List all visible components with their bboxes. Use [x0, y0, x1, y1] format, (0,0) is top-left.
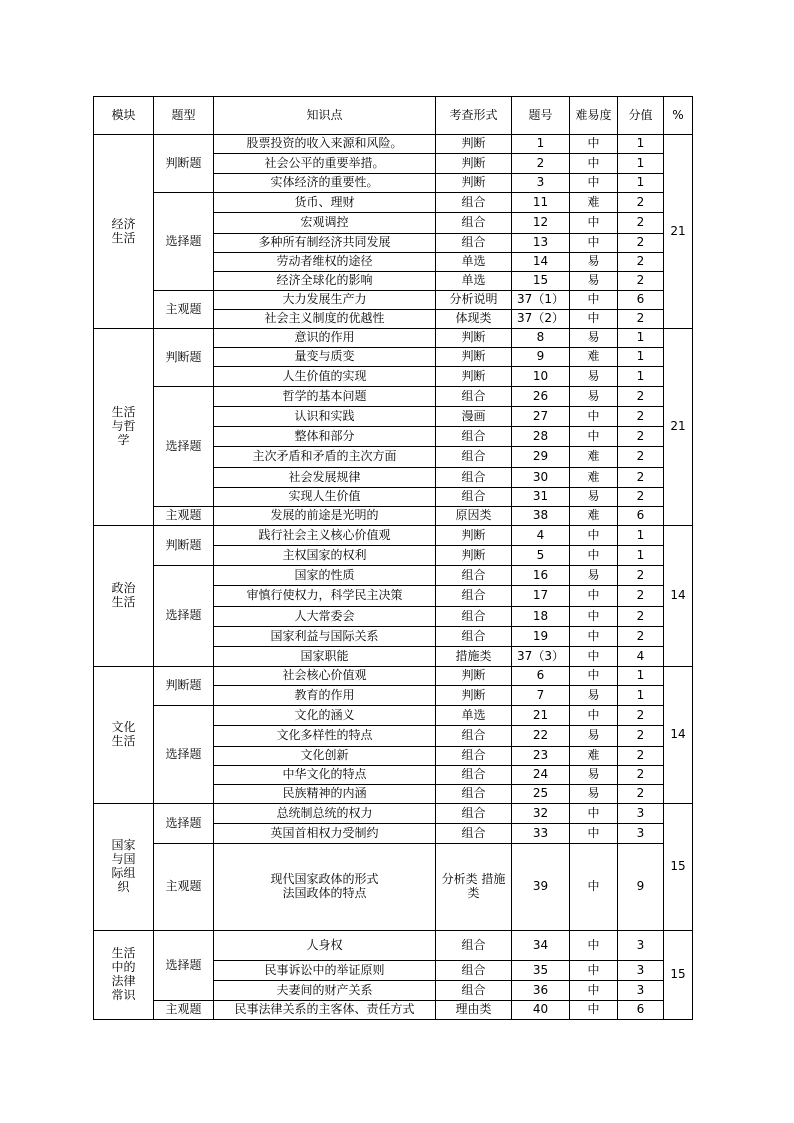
- knowledge-point-text: 文化多样性的特点: [276, 728, 373, 743]
- question-type: 选择题: [154, 566, 214, 667]
- question-number: 39: [512, 844, 570, 931]
- exam-form: 组合: [436, 193, 512, 213]
- question-number: 16: [512, 566, 570, 586]
- score: 2: [618, 253, 664, 272]
- exam-form: 组合: [436, 804, 512, 824]
- exam-form: 组合: [436, 747, 512, 766]
- score: 1: [618, 154, 664, 174]
- score: 1: [618, 174, 664, 193]
- exam-form: 组合: [436, 824, 512, 844]
- knowledge-point: [214, 507, 436, 526]
- table-row: [94, 135, 693, 154]
- knowledge-point: [214, 981, 436, 1001]
- knowledge-point-text: 国家职能: [300, 648, 349, 663]
- question-number: 19: [512, 627, 570, 647]
- exam-form: 判断: [436, 546, 512, 566]
- score: 2: [618, 627, 664, 647]
- knowledge-point: [214, 1001, 436, 1020]
- knowledge-point-text: 哲学的基本问题: [282, 388, 367, 403]
- exam-form: 原因类: [436, 507, 512, 526]
- exam-form: 漫画: [436, 407, 512, 427]
- question-number: 18: [512, 607, 570, 627]
- table-row: [94, 387, 693, 407]
- difficulty: 中: [570, 135, 618, 154]
- question-number: 36: [512, 981, 570, 1001]
- question-number: 25: [512, 785, 570, 804]
- score: 2: [618, 213, 664, 234]
- difficulty: 中: [570, 234, 618, 253]
- difficulty: 中: [570, 981, 618, 1001]
- knowledge-point: [214, 367, 436, 387]
- exam-form: 判断: [436, 154, 512, 174]
- exam-form: 组合: [436, 234, 512, 253]
- score: 3: [618, 961, 664, 981]
- exam-form: 组合: [436, 488, 512, 507]
- difficulty: 中: [570, 546, 618, 566]
- question-number: 11: [512, 193, 570, 213]
- exam-form: 组合: [436, 586, 512, 607]
- knowledge-point: [214, 747, 436, 766]
- score: 2: [618, 468, 664, 488]
- difficulty: 中: [570, 427, 618, 447]
- knowledge-point: [214, 488, 436, 507]
- question-type: 选择题: [154, 706, 214, 804]
- score: 1: [618, 667, 664, 686]
- knowledge-point-text: 人大常委会: [294, 608, 355, 623]
- knowledge-point-text: 多种所有制经济共同发展: [258, 235, 391, 250]
- header-question-number: 题号: [512, 97, 570, 135]
- knowledge-point-text: 量变与质变: [294, 349, 355, 364]
- knowledge-point: [214, 667, 436, 686]
- difficulty: 易: [570, 367, 618, 387]
- knowledge-point-text: 夫妻间的财产关系: [276, 982, 373, 997]
- knowledge-point-text: 主权国家的权利: [282, 547, 367, 562]
- exam-analysis-table: [93, 96, 693, 1020]
- difficulty: 中: [570, 1001, 618, 1020]
- knowledge-point: [214, 427, 436, 447]
- question-number: 8: [512, 329, 570, 348]
- question-number: 21: [512, 706, 570, 726]
- score: 1: [618, 135, 664, 154]
- score: 3: [618, 804, 664, 824]
- score: 4: [618, 647, 664, 667]
- knowledge-point: [214, 329, 436, 348]
- score: 6: [618, 291, 664, 310]
- score: 2: [618, 447, 664, 468]
- knowledge-point-text: 社会发展规律: [288, 469, 361, 484]
- knowledge-point-text: 股票投资的收入来源和风险。: [246, 136, 403, 151]
- question-type: 选择题: [154, 931, 214, 1001]
- knowledge-point-text: 审慎行使权力，科学民主决策: [246, 588, 403, 603]
- score: 1: [618, 329, 664, 348]
- score: 1: [618, 546, 664, 566]
- table-row: [94, 329, 693, 348]
- knowledge-point: [214, 586, 436, 607]
- table-row: [94, 667, 693, 686]
- score: 1: [618, 348, 664, 367]
- question-type: 判断题: [154, 135, 214, 193]
- knowledge-point: [214, 824, 436, 844]
- knowledge-point-text: 人生价值的实现: [282, 368, 367, 383]
- table-row: [94, 844, 693, 931]
- knowledge-point: [214, 253, 436, 272]
- table-row: [94, 291, 693, 310]
- knowledge-point-text: 认识和实践: [294, 408, 355, 423]
- question-number: 27: [512, 407, 570, 427]
- header-row: [94, 97, 693, 135]
- difficulty: 中: [570, 154, 618, 174]
- module-name: 生活与哲学: [94, 329, 154, 526]
- knowledge-point: [214, 348, 436, 367]
- exam-form: 组合: [436, 766, 512, 785]
- module-percent: 14: [664, 667, 693, 804]
- table-row: [94, 507, 693, 526]
- knowledge-point: [214, 213, 436, 234]
- knowledge-point: [214, 310, 436, 329]
- table-row: [94, 931, 693, 961]
- knowledge-point-text: 社会公平的重要举措。: [264, 155, 385, 170]
- question-number: 37（1）: [512, 291, 570, 310]
- question-number: 1: [512, 135, 570, 154]
- knowledge-point-text: 主次矛盾和矛盾的主次方面: [252, 449, 397, 464]
- question-number: 37（3）: [512, 647, 570, 667]
- table-row: [94, 706, 693, 726]
- difficulty: 中: [570, 824, 618, 844]
- module-percent: 15: [664, 804, 693, 931]
- knowledge-point-text: 践行社会主义核心价值观: [258, 527, 391, 542]
- exam-form: 组合: [436, 981, 512, 1001]
- header-knowledge-point: 知识点: [214, 97, 436, 135]
- knowledge-point-text: 社会核心价值观: [282, 668, 367, 683]
- knowledge-point-text: 英国首相权力受制约: [270, 825, 379, 840]
- exam-form: 组合: [436, 627, 512, 647]
- knowledge-point-text: 民事诉讼中的举证原则: [264, 962, 385, 977]
- module-percent: 15: [664, 931, 693, 1020]
- knowledge-point: [214, 607, 436, 627]
- score: 2: [618, 566, 664, 586]
- score: 2: [618, 766, 664, 785]
- difficulty: 易: [570, 566, 618, 586]
- question-number: 4: [512, 526, 570, 546]
- knowledge-point: [214, 706, 436, 726]
- difficulty: 中: [570, 844, 618, 931]
- question-number: 37（2）: [512, 310, 570, 329]
- score: 2: [618, 310, 664, 329]
- exam-form: 判断: [436, 348, 512, 367]
- score: 9: [618, 844, 664, 931]
- module-percent: 21: [664, 329, 693, 526]
- module-name: 政治生活: [94, 526, 154, 667]
- difficulty: 易: [570, 686, 618, 706]
- question-number: 26: [512, 387, 570, 407]
- knowledge-point: [214, 272, 436, 291]
- exam-form: 判断: [436, 135, 512, 154]
- knowledge-point: [214, 154, 436, 174]
- question-number: 14: [512, 253, 570, 272]
- exam-form: 组合: [436, 726, 512, 747]
- question-number: 33: [512, 824, 570, 844]
- exam-form: 组合: [436, 961, 512, 981]
- header-exam-form: 考查形式: [436, 97, 512, 135]
- question-number: 35: [512, 961, 570, 981]
- exam-form: 判断: [436, 367, 512, 387]
- exam-form: 措施类: [436, 647, 512, 667]
- exam-form: 判断: [436, 667, 512, 686]
- knowledge-point-text: 经济全球化的影响: [276, 273, 373, 288]
- question-number: 31: [512, 488, 570, 507]
- question-number: 5: [512, 546, 570, 566]
- knowledge-point-text: 文化创新: [300, 748, 349, 763]
- difficulty: 易: [570, 726, 618, 747]
- score: 2: [618, 407, 664, 427]
- knowledge-point-text: 劳动者维权的途径: [276, 254, 373, 269]
- knowledge-point: [214, 387, 436, 407]
- knowledge-point: [214, 546, 436, 566]
- difficulty: 中: [570, 407, 618, 427]
- difficulty: 中: [570, 310, 618, 329]
- table-row: [94, 1001, 693, 1020]
- exam-form: 组合: [436, 427, 512, 447]
- difficulty: 难: [570, 747, 618, 766]
- question-type: 选择题: [154, 804, 214, 844]
- module-name: 国家与国际组织: [94, 804, 154, 931]
- difficulty: 难: [570, 193, 618, 213]
- difficulty: 中: [570, 586, 618, 607]
- knowledge-point: [214, 234, 436, 253]
- question-number: 15: [512, 272, 570, 291]
- exam-form: 单选: [436, 272, 512, 291]
- module-name: 文化生活: [94, 667, 154, 804]
- knowledge-point: [214, 647, 436, 667]
- knowledge-point: [214, 566, 436, 586]
- question-type: 主观题: [154, 1001, 214, 1020]
- question-number: 34: [512, 931, 570, 961]
- score: 6: [618, 507, 664, 526]
- score: 2: [618, 193, 664, 213]
- question-type: 判断题: [154, 526, 214, 566]
- knowledge-point: [214, 468, 436, 488]
- difficulty: 中: [570, 931, 618, 961]
- knowledge-point-text: 实现人生价值: [288, 489, 361, 504]
- knowledge-point-text: 发展的前途是光明的: [270, 508, 379, 523]
- score: 2: [618, 272, 664, 291]
- difficulty: 中: [570, 291, 618, 310]
- score: 1: [618, 367, 664, 387]
- question-number: 29: [512, 447, 570, 468]
- question-number: 28: [512, 427, 570, 447]
- difficulty: 难: [570, 348, 618, 367]
- knowledge-point-text: 整体和部分: [294, 428, 355, 443]
- exam-form: 判断: [436, 329, 512, 348]
- knowledge-point: [214, 766, 436, 785]
- score: 2: [618, 607, 664, 627]
- score: 2: [618, 706, 664, 726]
- score: 2: [618, 427, 664, 447]
- knowledge-point-text: 大力发展生产力: [282, 292, 367, 307]
- exam-form: 判断: [436, 174, 512, 193]
- knowledge-point: [214, 526, 436, 546]
- exam-form: 组合: [436, 566, 512, 586]
- knowledge-point-text: 教育的作用: [294, 687, 355, 702]
- difficulty: 易: [570, 329, 618, 348]
- difficulty: 中: [570, 607, 618, 627]
- difficulty: 难: [570, 447, 618, 468]
- knowledge-point: [214, 291, 436, 310]
- question-type: 主观题: [154, 291, 214, 329]
- knowledge-point-text: 实体经济的重要性。: [270, 175, 379, 190]
- difficulty: 易: [570, 785, 618, 804]
- knowledge-point-text: 货币、理财: [294, 194, 355, 209]
- difficulty: 中: [570, 804, 618, 824]
- knowledge-point-text: 现代国家政体的形式: [270, 872, 379, 887]
- difficulty: 中: [570, 627, 618, 647]
- question-type: 主观题: [154, 507, 214, 526]
- module-name: 经济生活: [94, 135, 154, 329]
- question-number: 10: [512, 367, 570, 387]
- score: 2: [618, 747, 664, 766]
- difficulty: 中: [570, 961, 618, 981]
- difficulty: 中: [570, 706, 618, 726]
- question-number: 17: [512, 586, 570, 607]
- knowledge-point-text: 社会主义制度的优越性: [264, 311, 385, 326]
- score: 6: [618, 1001, 664, 1020]
- question-number: 2: [512, 154, 570, 174]
- header-difficulty: 难易度: [570, 97, 618, 135]
- knowledge-point: [214, 627, 436, 647]
- question-number: 40: [512, 1001, 570, 1020]
- module-percent: 21: [664, 135, 693, 329]
- module-name: 生活中的法律常识: [94, 931, 154, 1020]
- module-percent: 14: [664, 526, 693, 667]
- question-number: 9: [512, 348, 570, 367]
- knowledge-point-text: 意识的作用: [294, 330, 355, 345]
- knowledge-point: [214, 686, 436, 706]
- score: 2: [618, 586, 664, 607]
- knowledge-point: [214, 785, 436, 804]
- exam-form: 组合: [436, 213, 512, 234]
- difficulty: 中: [570, 174, 618, 193]
- question-type: 主观题: [154, 844, 214, 931]
- score: 2: [618, 726, 664, 747]
- score: 2: [618, 785, 664, 804]
- knowledge-point-text: 宏观调控: [300, 215, 349, 230]
- question-type: 判断题: [154, 329, 214, 387]
- score: 3: [618, 981, 664, 1001]
- exam-form: 分析类 措施类: [436, 844, 512, 931]
- difficulty: 中: [570, 667, 618, 686]
- question-number: 38: [512, 507, 570, 526]
- score: 2: [618, 488, 664, 507]
- exam-form: 组合: [436, 785, 512, 804]
- exam-form: 理由类: [436, 1001, 512, 1020]
- difficulty: 易: [570, 387, 618, 407]
- question-type: 选择题: [154, 193, 214, 291]
- difficulty: 易: [570, 272, 618, 291]
- question-number: 3: [512, 174, 570, 193]
- score: 1: [618, 526, 664, 546]
- question-number: 30: [512, 468, 570, 488]
- score: 3: [618, 931, 664, 961]
- knowledge-point: [214, 931, 436, 961]
- difficulty: 中: [570, 526, 618, 546]
- exam-form: 单选: [436, 706, 512, 726]
- knowledge-point-text: 国家利益与国际关系: [270, 628, 379, 643]
- exam-form: 单选: [436, 253, 512, 272]
- question-number: 23: [512, 747, 570, 766]
- exam-form: 判断: [436, 686, 512, 706]
- knowledge-point: [214, 407, 436, 427]
- question-number: 12: [512, 213, 570, 234]
- knowledge-point-text: 法国政体的特点: [282, 886, 367, 900]
- question-number: 6: [512, 667, 570, 686]
- question-number: 7: [512, 686, 570, 706]
- difficulty: 中: [570, 647, 618, 667]
- difficulty: 难: [570, 507, 618, 526]
- difficulty: 中: [570, 213, 618, 234]
- exam-form: 组合: [436, 387, 512, 407]
- difficulty: 易: [570, 766, 618, 785]
- knowledge-point-text: 文化的涵义: [294, 707, 355, 722]
- difficulty: 易: [570, 253, 618, 272]
- knowledge-point: [214, 135, 436, 154]
- header-question-type: 题型: [154, 97, 214, 135]
- knowledge-point-text: 民族精神的内涵: [282, 786, 367, 801]
- score: 2: [618, 387, 664, 407]
- table-row: [94, 193, 693, 213]
- knowledge-point: [214, 174, 436, 193]
- knowledge-point-text: 人身权: [306, 937, 343, 952]
- knowledge-point: [214, 726, 436, 747]
- question-number: 24: [512, 766, 570, 785]
- table-row: [94, 566, 693, 586]
- question-number: 22: [512, 726, 570, 747]
- knowledge-point: [214, 844, 436, 931]
- table-row: [94, 804, 693, 824]
- knowledge-point: [214, 804, 436, 824]
- exam-form: 组合: [436, 447, 512, 468]
- exam-form: 组合: [436, 931, 512, 961]
- difficulty: 易: [570, 488, 618, 507]
- knowledge-point: [214, 961, 436, 981]
- score: 2: [618, 234, 664, 253]
- header-percent: %: [664, 97, 693, 135]
- exam-form: 体现类: [436, 310, 512, 329]
- knowledge-point-text: 中华文化的特点: [282, 767, 367, 782]
- knowledge-point: [214, 193, 436, 213]
- table-row: [94, 526, 693, 546]
- question-number: 32: [512, 804, 570, 824]
- header-score: 分值: [618, 97, 664, 135]
- difficulty: 难: [570, 468, 618, 488]
- score: 1: [618, 686, 664, 706]
- exam-form: 判断: [436, 526, 512, 546]
- question-number: 13: [512, 234, 570, 253]
- exam-form: 组合: [436, 607, 512, 627]
- knowledge-point: [214, 447, 436, 468]
- exam-form: 分析说明: [436, 291, 512, 310]
- knowledge-point-text: 民事法律关系的主客体、责任方式: [234, 1002, 415, 1017]
- knowledge-point-text: 国家的性质: [294, 567, 355, 582]
- header-module: 模块: [94, 97, 154, 135]
- question-type: 判断题: [154, 667, 214, 706]
- score: 3: [618, 824, 664, 844]
- question-type: 选择题: [154, 387, 214, 507]
- knowledge-point-text: 总统制总统的权力: [276, 805, 373, 820]
- exam-form: 组合: [436, 468, 512, 488]
